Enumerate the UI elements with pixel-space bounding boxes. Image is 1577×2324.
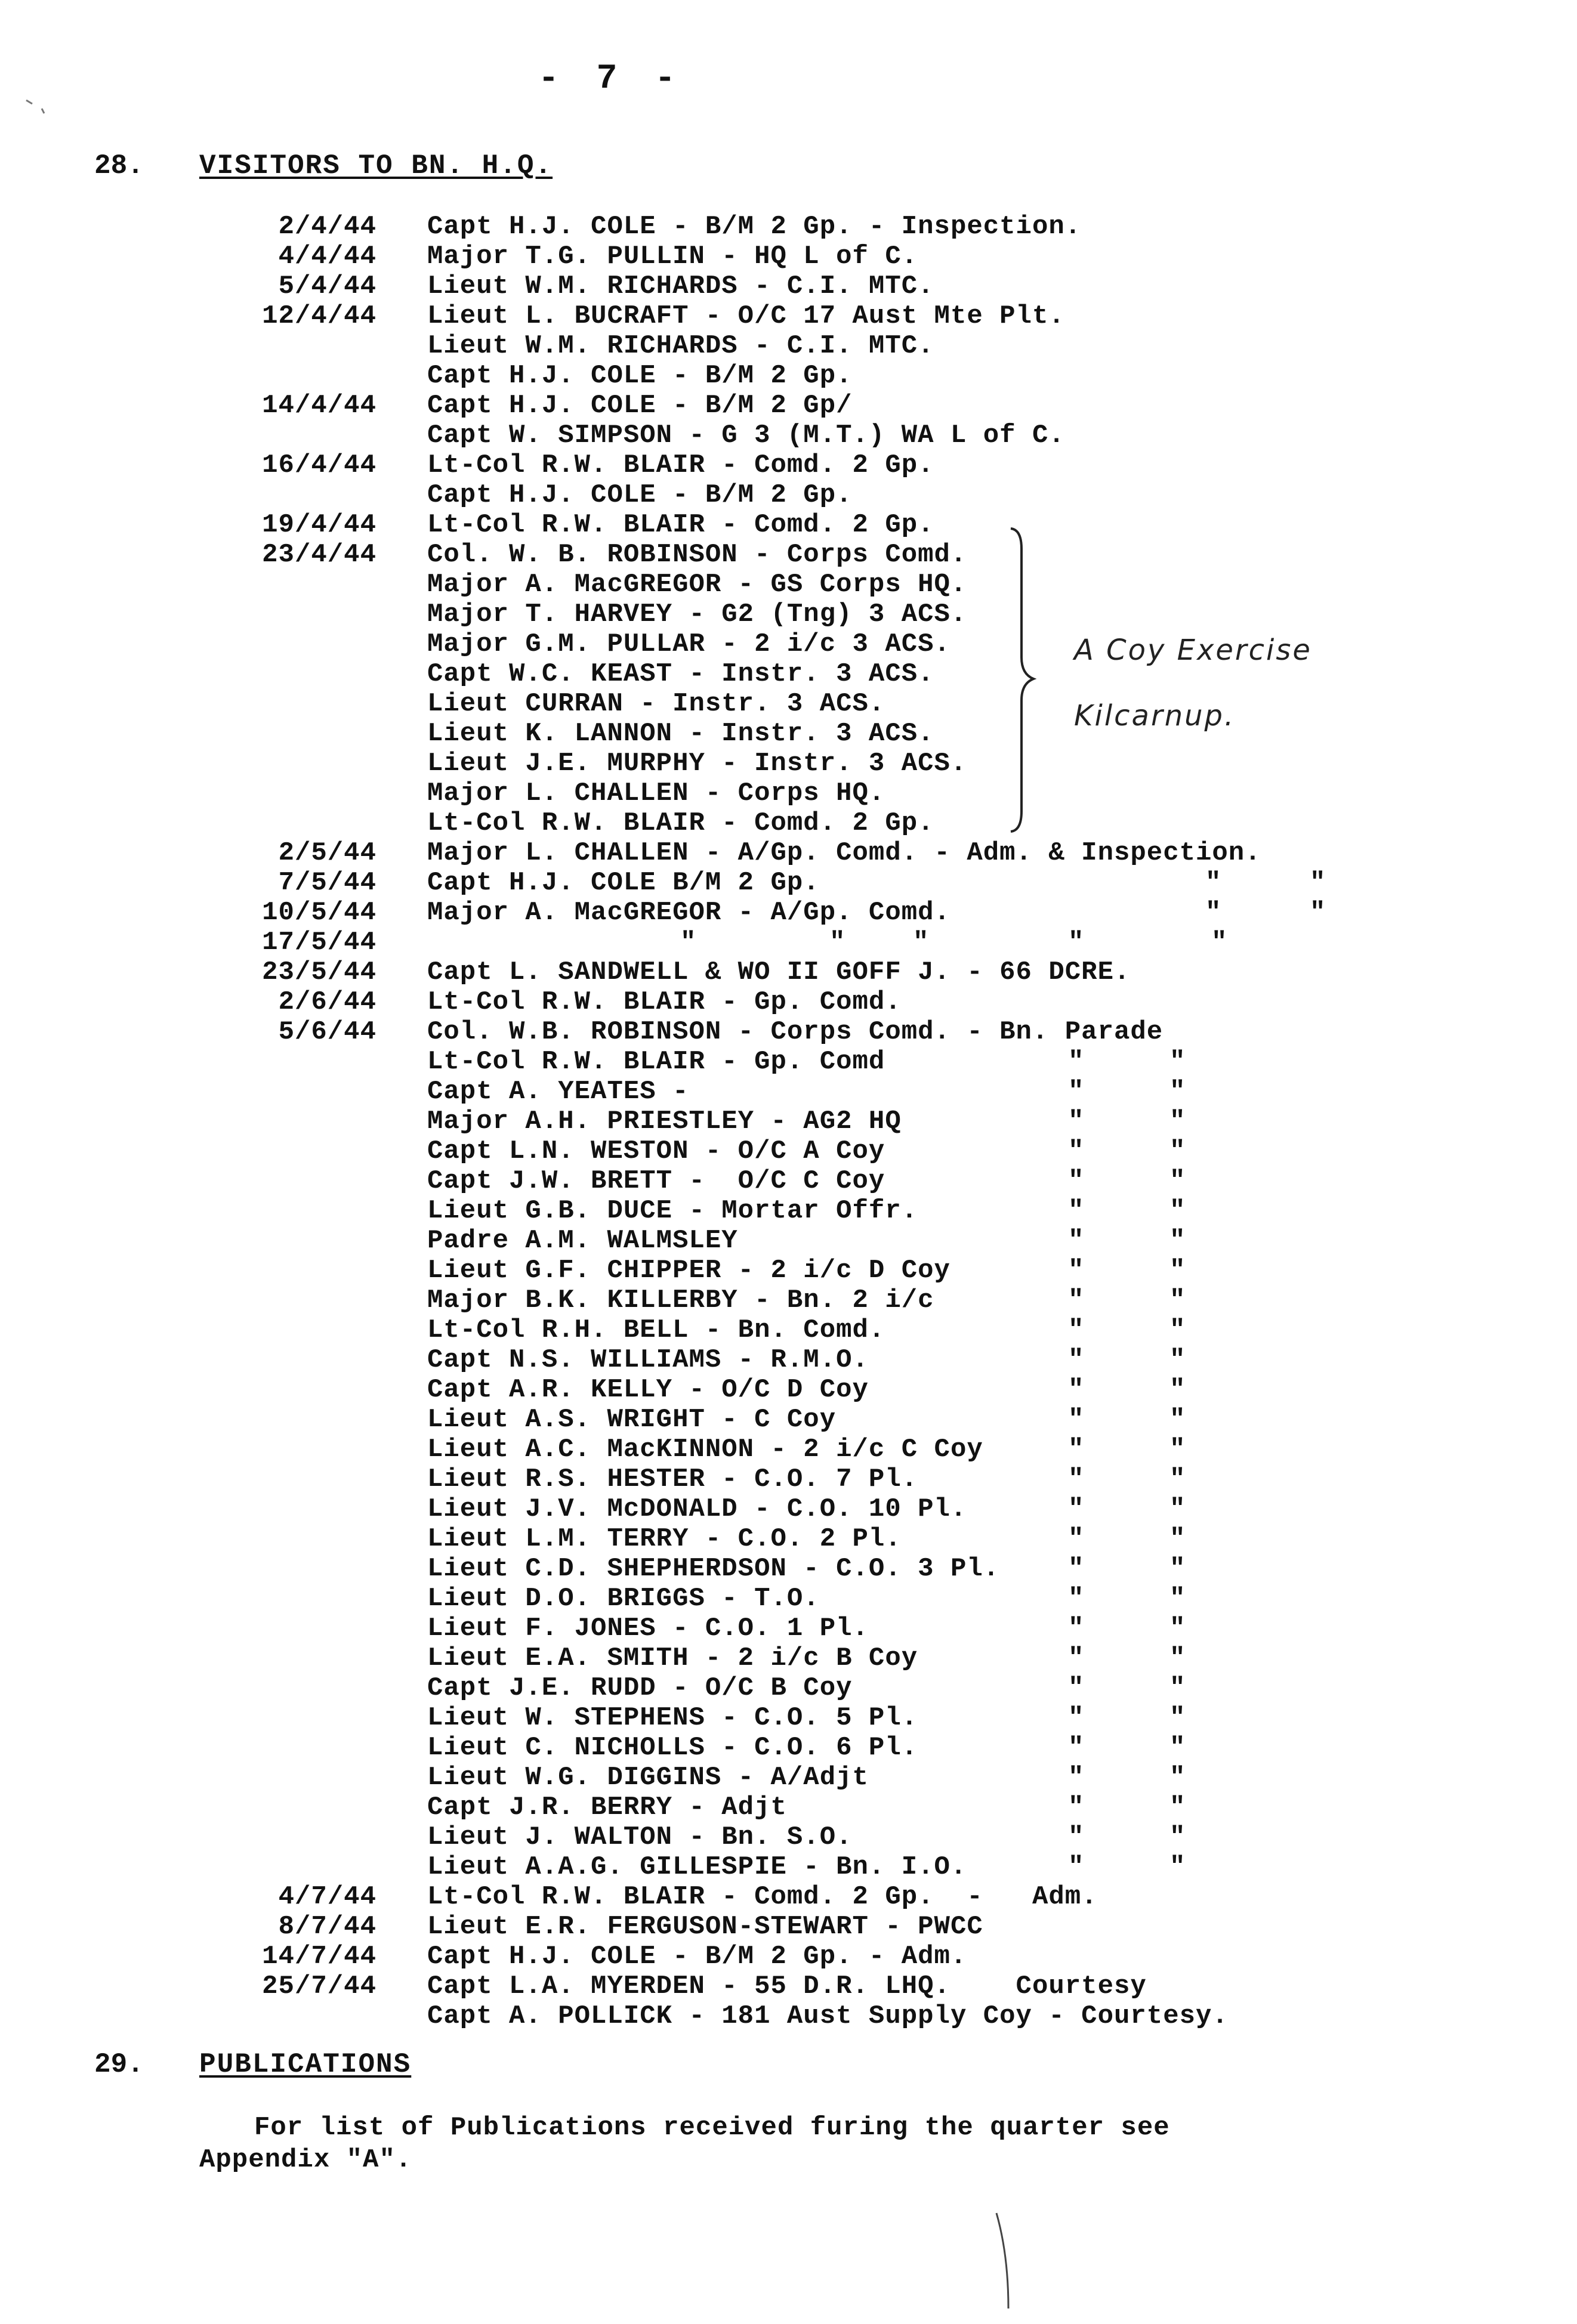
entry-text: Col. W. B. ROBINSON - Corps Comd. bbox=[427, 540, 967, 570]
ditto-mark: " bbox=[1169, 1166, 1186, 1196]
entry-date: 14/4/44 bbox=[262, 391, 376, 421]
ditto-mark: " bbox=[1169, 1375, 1186, 1405]
entry-text: Lieut W.M. RICHARDS - C.I. MTC. bbox=[427, 271, 934, 301]
ditto-mark: " bbox=[913, 928, 930, 957]
entry-date: 23/5/44 bbox=[262, 957, 376, 987]
ditto-mark: " bbox=[1068, 1136, 1085, 1166]
entry-text: Lieut J. WALTON - Bn. S.O. bbox=[427, 1822, 853, 1852]
ditto-mark: " bbox=[1068, 1733, 1085, 1763]
ditto-mark: " bbox=[1068, 1285, 1085, 1315]
entry-text: Major G.M. PULLAR - 2 i/c 3 ACS. bbox=[427, 629, 950, 659]
entry-text: Lieut E.A. SMITH - 2 i/c B Coy bbox=[427, 1643, 918, 1673]
entry-row bbox=[0, 868, 1577, 898]
ditto-mark: " bbox=[1068, 1494, 1085, 1524]
ditto-mark: " bbox=[1068, 1077, 1085, 1107]
entry-text: Lieut A.A.G. GILLESPIE - Bn. I.O. bbox=[427, 1852, 967, 1882]
ditto-mark: " bbox=[1068, 928, 1085, 957]
ditto-mark: " bbox=[1169, 1345, 1186, 1375]
scan-speck bbox=[24, 95, 60, 119]
entry-text: Capt H.J. COLE - B/M 2 Gp. - Adm. bbox=[427, 1942, 967, 1971]
entry-row bbox=[0, 1733, 1577, 1763]
ditto-mark: " bbox=[1169, 1822, 1186, 1852]
entry-row bbox=[0, 301, 1577, 331]
publications-line-2: Appendix "A". bbox=[199, 2145, 412, 2175]
ditto-mark: " bbox=[1169, 1852, 1186, 1882]
entry-row bbox=[0, 450, 1577, 480]
entry-text: Capt J.E. RUDD - O/C B Coy bbox=[427, 1673, 853, 1703]
entry-text: Major A. MacGREGOR - A/Gp. Comd. bbox=[427, 898, 950, 928]
ditto-mark: " bbox=[1068, 1673, 1085, 1703]
entry-text: Capt H.J. COLE - B/M 2 Gp/ bbox=[427, 391, 853, 421]
pen-stroke-mark bbox=[990, 2207, 1026, 2320]
ditto-mark: " bbox=[1169, 1136, 1186, 1166]
entry-row bbox=[0, 808, 1577, 838]
ditto-mark: " bbox=[1068, 1196, 1085, 1226]
publications-line-1: For list of Publications received furing the quarter see bbox=[254, 2113, 1170, 2143]
entry-row bbox=[0, 599, 1577, 629]
entry-text: Capt H.J. COLE - B/M 2 Gp. bbox=[427, 480, 853, 510]
entry-date: 4/7/44 bbox=[278, 1882, 376, 1912]
entry-text: Capt J.R. BERRY - Adjt bbox=[427, 1793, 787, 1822]
entry-row bbox=[0, 1942, 1577, 1971]
entry-row bbox=[0, 570, 1577, 599]
ditto-mark: " bbox=[1169, 1763, 1186, 1793]
entry-text: Capt J.W. BRETT - O/C C Coy bbox=[427, 1166, 885, 1196]
entry-row bbox=[0, 1614, 1577, 1643]
entry-row bbox=[0, 778, 1577, 808]
entry-row bbox=[0, 719, 1577, 749]
entry-row bbox=[0, 898, 1577, 928]
entry-date: 19/4/44 bbox=[262, 510, 376, 540]
entry-row bbox=[0, 212, 1577, 242]
entry-text: Lieut F. JONES - C.O. 1 Pl. bbox=[427, 1614, 869, 1643]
entry-date: 12/4/44 bbox=[262, 301, 376, 331]
entry-row bbox=[0, 928, 1577, 957]
entry-text: Lieut E.R. FERGUSON-STEWART - PWCC bbox=[427, 1912, 983, 1942]
entry-date: 10/5/44 bbox=[262, 898, 376, 928]
handwritten-note-line2: Kilcarnup. bbox=[1074, 699, 1236, 733]
ditto-mark: " bbox=[829, 928, 846, 957]
entry-text: Capt L. SANDWELL & WO II GOFF J. - 66 DCRE. bbox=[427, 957, 1131, 987]
handwritten-note-line1: A Coy Exercise bbox=[1074, 633, 1312, 667]
entry-row bbox=[0, 1822, 1577, 1852]
ditto-mark: " bbox=[1068, 1614, 1085, 1643]
ditto-mark: " bbox=[1169, 1643, 1186, 1673]
ditto-mark: " bbox=[1310, 898, 1326, 928]
ditto-mark: " bbox=[1068, 1793, 1085, 1822]
entry-row bbox=[0, 1584, 1577, 1614]
ditto-mark: " bbox=[1169, 1614, 1186, 1643]
ditto-mark: " bbox=[1068, 1375, 1085, 1405]
entry-text: Lt-Col R.W. BLAIR - Comd. 2 Gp. bbox=[427, 450, 934, 480]
ditto-mark: " bbox=[680, 928, 697, 957]
entry-text: Lieut A.C. MacKINNON - 2 i/c C Coy bbox=[427, 1435, 983, 1464]
entry-row bbox=[0, 1285, 1577, 1315]
entry-text: Capt N.S. WILLIAMS - R.M.O. bbox=[427, 1345, 869, 1375]
ditto-mark: " bbox=[1068, 1703, 1085, 1733]
ditto-mark: " bbox=[1068, 1822, 1085, 1852]
ditto-mark: " bbox=[1068, 1584, 1085, 1614]
entry-row bbox=[0, 1107, 1577, 1136]
entry-row bbox=[0, 1643, 1577, 1673]
entry-text: Lieut W.M. RICHARDS - C.I. MTC. bbox=[427, 331, 934, 361]
entry-text: Capt H.J. COLE - B/M 2 Gp. bbox=[427, 361, 853, 391]
entry-text: Lieut G.B. DUCE - Mortar Offr. bbox=[427, 1196, 918, 1226]
ditto-mark: " bbox=[1068, 1166, 1085, 1196]
ditto-mark: " bbox=[1068, 1256, 1085, 1285]
entry-row bbox=[0, 1315, 1577, 1345]
entry-row bbox=[0, 361, 1577, 391]
entry-date: 2/5/44 bbox=[278, 838, 376, 868]
entry-row bbox=[0, 1017, 1577, 1047]
entry-text: Capt H.J. COLE B/M 2 Gp. bbox=[427, 868, 820, 898]
entry-text: Capt A. YEATES - bbox=[427, 1077, 689, 1107]
entry-text: Major B.K. KILLERBY - Bn. 2 i/c bbox=[427, 1285, 934, 1315]
entry-row bbox=[0, 957, 1577, 987]
ditto-mark: " bbox=[1068, 1763, 1085, 1793]
ditto-mark: " bbox=[1169, 1405, 1186, 1435]
entry-row bbox=[0, 1405, 1577, 1435]
ditto-mark: " bbox=[1310, 868, 1326, 898]
brace-bracket bbox=[1008, 525, 1044, 835]
entry-row bbox=[0, 271, 1577, 301]
entry-row bbox=[0, 1912, 1577, 1942]
entry-row bbox=[0, 421, 1577, 450]
entry-text: Lt-Col R.W. BLAIR - Gp. Comd bbox=[427, 1047, 885, 1077]
ditto-mark: " bbox=[1068, 1226, 1085, 1256]
ditto-mark: " bbox=[1068, 1852, 1085, 1882]
entry-date: 5/6/44 bbox=[278, 1017, 376, 1047]
entry-date: 2/4/44 bbox=[278, 212, 376, 242]
entry-row bbox=[0, 689, 1577, 719]
entry-text: Lt-Col R.W. BLAIR - Comd. 2 Gp. bbox=[427, 510, 934, 540]
entry-text: Capt A.R. KELLY - O/C D Coy bbox=[427, 1375, 869, 1405]
entry-row bbox=[0, 987, 1577, 1017]
entry-text: Major A. MacGREGOR - GS Corps HQ. bbox=[427, 570, 967, 599]
entry-row bbox=[0, 1077, 1577, 1107]
entry-date: 4/4/44 bbox=[278, 242, 376, 271]
entry-text: Lieut L. BUCRAFT - O/C 17 Aust Mte Plt. bbox=[427, 301, 1065, 331]
entry-date: 16/4/44 bbox=[262, 450, 376, 480]
entry-row bbox=[0, 480, 1577, 510]
entry-row bbox=[0, 1226, 1577, 1256]
entry-date: 17/5/44 bbox=[262, 928, 376, 957]
ditto-mark: " bbox=[1169, 1524, 1186, 1554]
entry-text: Major L. CHALLEN - Corps HQ. bbox=[427, 778, 885, 808]
entry-row bbox=[0, 1166, 1577, 1196]
entry-text: Capt A. POLLICK - 181 Aust Supply Coy - Courtesy. bbox=[427, 2001, 1229, 2031]
ditto-mark: " bbox=[1169, 1554, 1186, 1584]
entry-date: 7/5/44 bbox=[278, 868, 376, 898]
ditto-mark: " bbox=[1169, 1793, 1186, 1822]
ditto-mark: " bbox=[1169, 1256, 1186, 1285]
entry-text: Lieut J.V. McDONALD - C.O. 10 Pl. bbox=[427, 1494, 967, 1524]
ditto-mark: " bbox=[1169, 1464, 1186, 1494]
entry-row bbox=[0, 1554, 1577, 1584]
ditto-mark: " bbox=[1205, 898, 1222, 928]
entry-text: Lieut L.M. TERRY - C.O. 2 Pl. bbox=[427, 1524, 902, 1554]
entry-text: Capt H.J. COLE - B/M 2 Gp. - Inspection. bbox=[427, 212, 1082, 242]
entry-text: Capt W.C. KEAST - Instr. 3 ACS. bbox=[427, 659, 934, 689]
entry-text: Lieut W.G. DIGGINS - A/Adjt bbox=[427, 1763, 869, 1793]
ditto-mark: " bbox=[1068, 1435, 1085, 1464]
ditto-mark: " bbox=[1169, 1107, 1186, 1136]
ditto-mark: " bbox=[1169, 1494, 1186, 1524]
ditto-mark: " bbox=[1068, 1107, 1085, 1136]
entry-text: Lt-Col R.W. BLAIR - Comd. 2 Gp. bbox=[427, 808, 934, 838]
entry-row bbox=[0, 1763, 1577, 1793]
ditto-mark: " bbox=[1068, 1464, 1085, 1494]
entry-row bbox=[0, 1435, 1577, 1464]
entry-row bbox=[0, 749, 1577, 778]
ditto-mark: " bbox=[1169, 1285, 1186, 1315]
entry-row bbox=[0, 242, 1577, 271]
entry-text: Lt-Col R.H. BELL - Bn. Comd. bbox=[427, 1315, 885, 1345]
ditto-mark: " bbox=[1169, 1435, 1186, 1464]
entry-row bbox=[0, 1256, 1577, 1285]
entry-row bbox=[0, 391, 1577, 421]
entry-text: Major L. CHALLEN - A/Gp. Comd. - Adm. & Inspection. bbox=[427, 838, 1261, 868]
entry-text: Capt L.A. MYERDEN - 55 D.R. LHQ. Courtesy bbox=[427, 1971, 1147, 2001]
entry-text: Lieut K. LANNON - Instr. 3 ACS. bbox=[427, 719, 934, 749]
ditto-mark: " bbox=[1068, 1405, 1085, 1435]
publications-note bbox=[199, 2112, 1170, 2176]
ditto-mark: " bbox=[1169, 1703, 1186, 1733]
ditto-mark: " bbox=[1205, 868, 1222, 898]
entry-date: 14/7/44 bbox=[262, 1942, 376, 1971]
entry-text: Lieut J.E. MURPHY - Instr. 3 ACS. bbox=[427, 749, 967, 778]
entry-row bbox=[0, 331, 1577, 361]
ditto-mark: " bbox=[1068, 1345, 1085, 1375]
entry-row bbox=[0, 1971, 1577, 2001]
entry-text: Major T.G. PULLIN - HQ L of C. bbox=[427, 242, 918, 271]
ditto-mark: " bbox=[1169, 1673, 1186, 1703]
entry-row bbox=[0, 1673, 1577, 1703]
entry-text: Lieut C.D. SHEPHERDSON - C.O. 3 Pl. bbox=[427, 1554, 1000, 1584]
ditto-mark: " bbox=[1169, 1196, 1186, 1226]
ditto-mark: " bbox=[1169, 1047, 1186, 1077]
entry-text: Major A.H. PRIESTLEY - AG2 HQ bbox=[427, 1107, 902, 1136]
entry-row bbox=[0, 540, 1577, 570]
entry-row bbox=[0, 1494, 1577, 1524]
entry-row bbox=[0, 1852, 1577, 1882]
entry-text: Major T. HARVEY - G2 (Tng) 3 ACS. bbox=[427, 599, 967, 629]
entry-text: Capt L.N. WESTON - O/C A Coy bbox=[427, 1136, 885, 1166]
entry-row bbox=[0, 1196, 1577, 1226]
entry-text: Padre A.M. WALMSLEY bbox=[427, 1226, 738, 1256]
ditto-mark: " bbox=[1169, 1077, 1186, 1107]
entry-row bbox=[0, 1136, 1577, 1166]
ditto-mark: " bbox=[1068, 1315, 1085, 1345]
entry-text: Lt-Col R.W. BLAIR - Gp. Comd. bbox=[427, 987, 902, 1017]
entry-date: 8/7/44 bbox=[278, 1912, 376, 1942]
entry-row bbox=[0, 2001, 1577, 2031]
section-28-title: VISITORS TO BN. H.Q. bbox=[199, 150, 553, 181]
ditto-mark: " bbox=[1211, 928, 1228, 957]
entry-row bbox=[0, 1375, 1577, 1405]
entry-text: Col. W.B. ROBINSON - Corps Comd. - Bn. Parade bbox=[427, 1017, 1164, 1047]
ditto-mark: " bbox=[1068, 1524, 1085, 1554]
entry-row bbox=[0, 1464, 1577, 1494]
section-29-number: 29. bbox=[94, 2049, 144, 2080]
entry-row bbox=[0, 659, 1577, 689]
entry-row bbox=[0, 1703, 1577, 1733]
section-29-title: PUBLICATIONS bbox=[199, 2049, 412, 2080]
entry-date: 5/4/44 bbox=[278, 271, 376, 301]
entry-text: Lieut C. NICHOLLS - C.O. 6 Pl. bbox=[427, 1733, 918, 1763]
ditto-mark: " bbox=[1068, 1643, 1085, 1673]
entry-text: Lieut CURRAN - Instr. 3 ACS. bbox=[427, 689, 885, 719]
entry-text: Lieut W. STEPHENS - C.O. 5 Pl. bbox=[427, 1703, 918, 1733]
ditto-mark: " bbox=[1068, 1554, 1085, 1584]
entry-row bbox=[0, 510, 1577, 540]
ditto-mark: " bbox=[1169, 1315, 1186, 1345]
entry-text: Lt-Col R.W. BLAIR - Comd. 2 Gp. - Adm. bbox=[427, 1882, 1098, 1912]
page-number: - 7 - bbox=[538, 60, 684, 98]
section-28-number: 28. bbox=[94, 150, 144, 181]
entry-row bbox=[0, 629, 1577, 659]
ditto-mark: " bbox=[1169, 1226, 1186, 1256]
entry-row bbox=[0, 1345, 1577, 1375]
entry-text: Lieut A.S. WRIGHT - C Coy bbox=[427, 1405, 837, 1435]
ditto-mark: " bbox=[1068, 1047, 1085, 1077]
visitors-list bbox=[0, 212, 1577, 2031]
entry-date: 23/4/44 bbox=[262, 540, 376, 570]
entry-date: 2/6/44 bbox=[278, 987, 376, 1017]
entry-text: Capt W. SIMPSON - G 3 (M.T.) WA L of C. bbox=[427, 421, 1065, 450]
entry-date: 25/7/44 bbox=[262, 1971, 376, 2001]
entry-row bbox=[0, 838, 1577, 868]
entry-row bbox=[0, 1524, 1577, 1554]
ditto-mark: " bbox=[1169, 1584, 1186, 1614]
entry-row bbox=[0, 1047, 1577, 1077]
ditto-mark: " bbox=[1169, 1733, 1186, 1763]
entry-text: Lieut D.O. BRIGGS - T.O. bbox=[427, 1584, 820, 1614]
entry-text: Lieut G.F. CHIPPER - 2 i/c D Coy bbox=[427, 1256, 950, 1285]
entry-row bbox=[0, 1882, 1577, 1912]
entry-text: Lieut R.S. HESTER - C.O. 7 Pl. bbox=[427, 1464, 918, 1494]
entry-row bbox=[0, 1793, 1577, 1822]
